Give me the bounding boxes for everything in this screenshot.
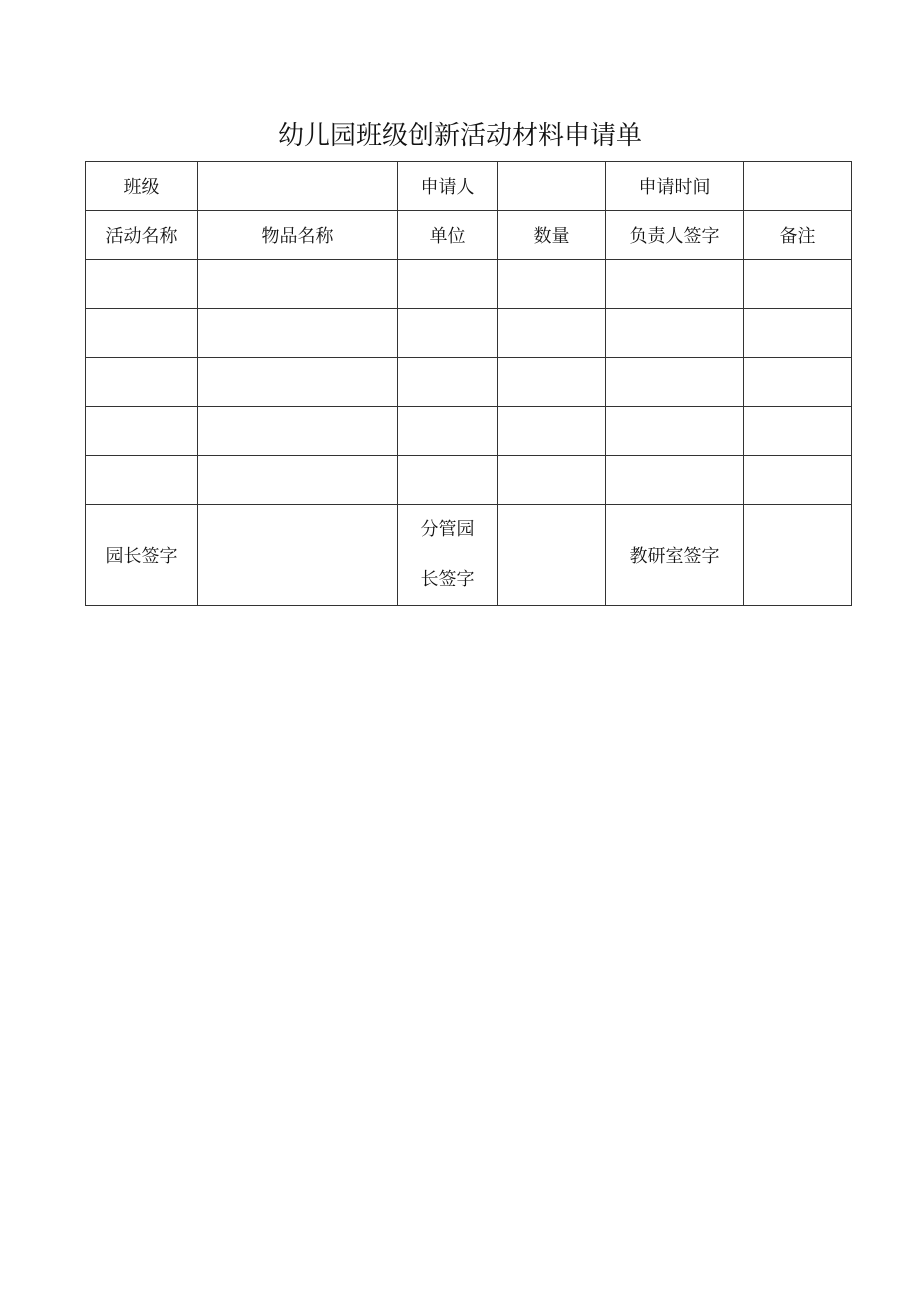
table-cell[interactable] [744, 358, 852, 407]
deputy-director-signature-label [398, 505, 498, 606]
column-header-quantity: 数量 [498, 211, 606, 260]
table-cell[interactable] [498, 260, 606, 309]
table-cell[interactable] [498, 407, 606, 456]
table-cell[interactable] [606, 260, 744, 309]
director-signature-label: 园长签字 [86, 505, 198, 606]
applicant-value-cell[interactable] [498, 162, 606, 211]
table-cell[interactable] [198, 358, 398, 407]
applicant-label: 申请人 [398, 162, 498, 211]
table-cell[interactable] [606, 358, 744, 407]
table-cell[interactable] [498, 358, 606, 407]
table-cell[interactable] [398, 456, 498, 505]
table-cell[interactable] [398, 358, 498, 407]
table-cell[interactable] [198, 456, 398, 505]
column-header-activity-name: 活动名称 [86, 211, 198, 260]
table-cell[interactable] [86, 358, 198, 407]
header-info-row [86, 162, 852, 211]
table-row [86, 456, 852, 505]
deputy-label-line-2: 长签字 [420, 569, 475, 590]
column-header-remarks: 备注 [744, 211, 852, 260]
table-row [86, 309, 852, 358]
table-cell[interactable] [86, 260, 198, 309]
table-cell[interactable] [86, 456, 198, 505]
table-cell[interactable] [198, 407, 398, 456]
table-cell[interactable] [198, 260, 398, 309]
deputy-label-line-1: 分管园 [420, 519, 475, 540]
application-table [85, 161, 852, 606]
signature-row [86, 505, 852, 606]
table-row [86, 260, 852, 309]
table-cell[interactable] [86, 309, 198, 358]
table-cell[interactable] [606, 309, 744, 358]
form-title: 幼儿园班级创新活动材料申请单 [277, 121, 642, 151]
column-header-responsible-signature: 负责人签字 [606, 211, 744, 260]
table-cell[interactable] [398, 407, 498, 456]
class-value-cell[interactable] [198, 162, 398, 211]
column-header-row [86, 211, 852, 260]
table-cell[interactable] [744, 407, 852, 456]
application-time-value-cell[interactable] [744, 162, 852, 211]
table-cell[interactable] [86, 407, 198, 456]
column-header-item-name: 物品名称 [198, 211, 398, 260]
table-cell[interactable] [744, 260, 852, 309]
director-signature-cell[interactable] [198, 505, 398, 606]
table-cell[interactable] [744, 456, 852, 505]
class-label: 班级 [86, 162, 198, 211]
application-time-label: 申请时间 [606, 162, 744, 211]
research-office-signature-label: 教研室签字 [606, 505, 744, 606]
column-header-unit: 单位 [398, 211, 498, 260]
table-cell[interactable] [398, 309, 498, 358]
table-row [86, 407, 852, 456]
table-cell[interactable] [606, 456, 744, 505]
research-office-signature-cell[interactable] [744, 505, 852, 606]
table-cell[interactable] [198, 309, 398, 358]
deputy-director-signature-cell[interactable] [498, 505, 606, 606]
table-cell[interactable] [498, 309, 606, 358]
table-row [86, 358, 852, 407]
table-cell[interactable] [498, 456, 606, 505]
table-cell[interactable] [606, 407, 744, 456]
table-cell[interactable] [744, 309, 852, 358]
table-cell[interactable] [398, 260, 498, 309]
